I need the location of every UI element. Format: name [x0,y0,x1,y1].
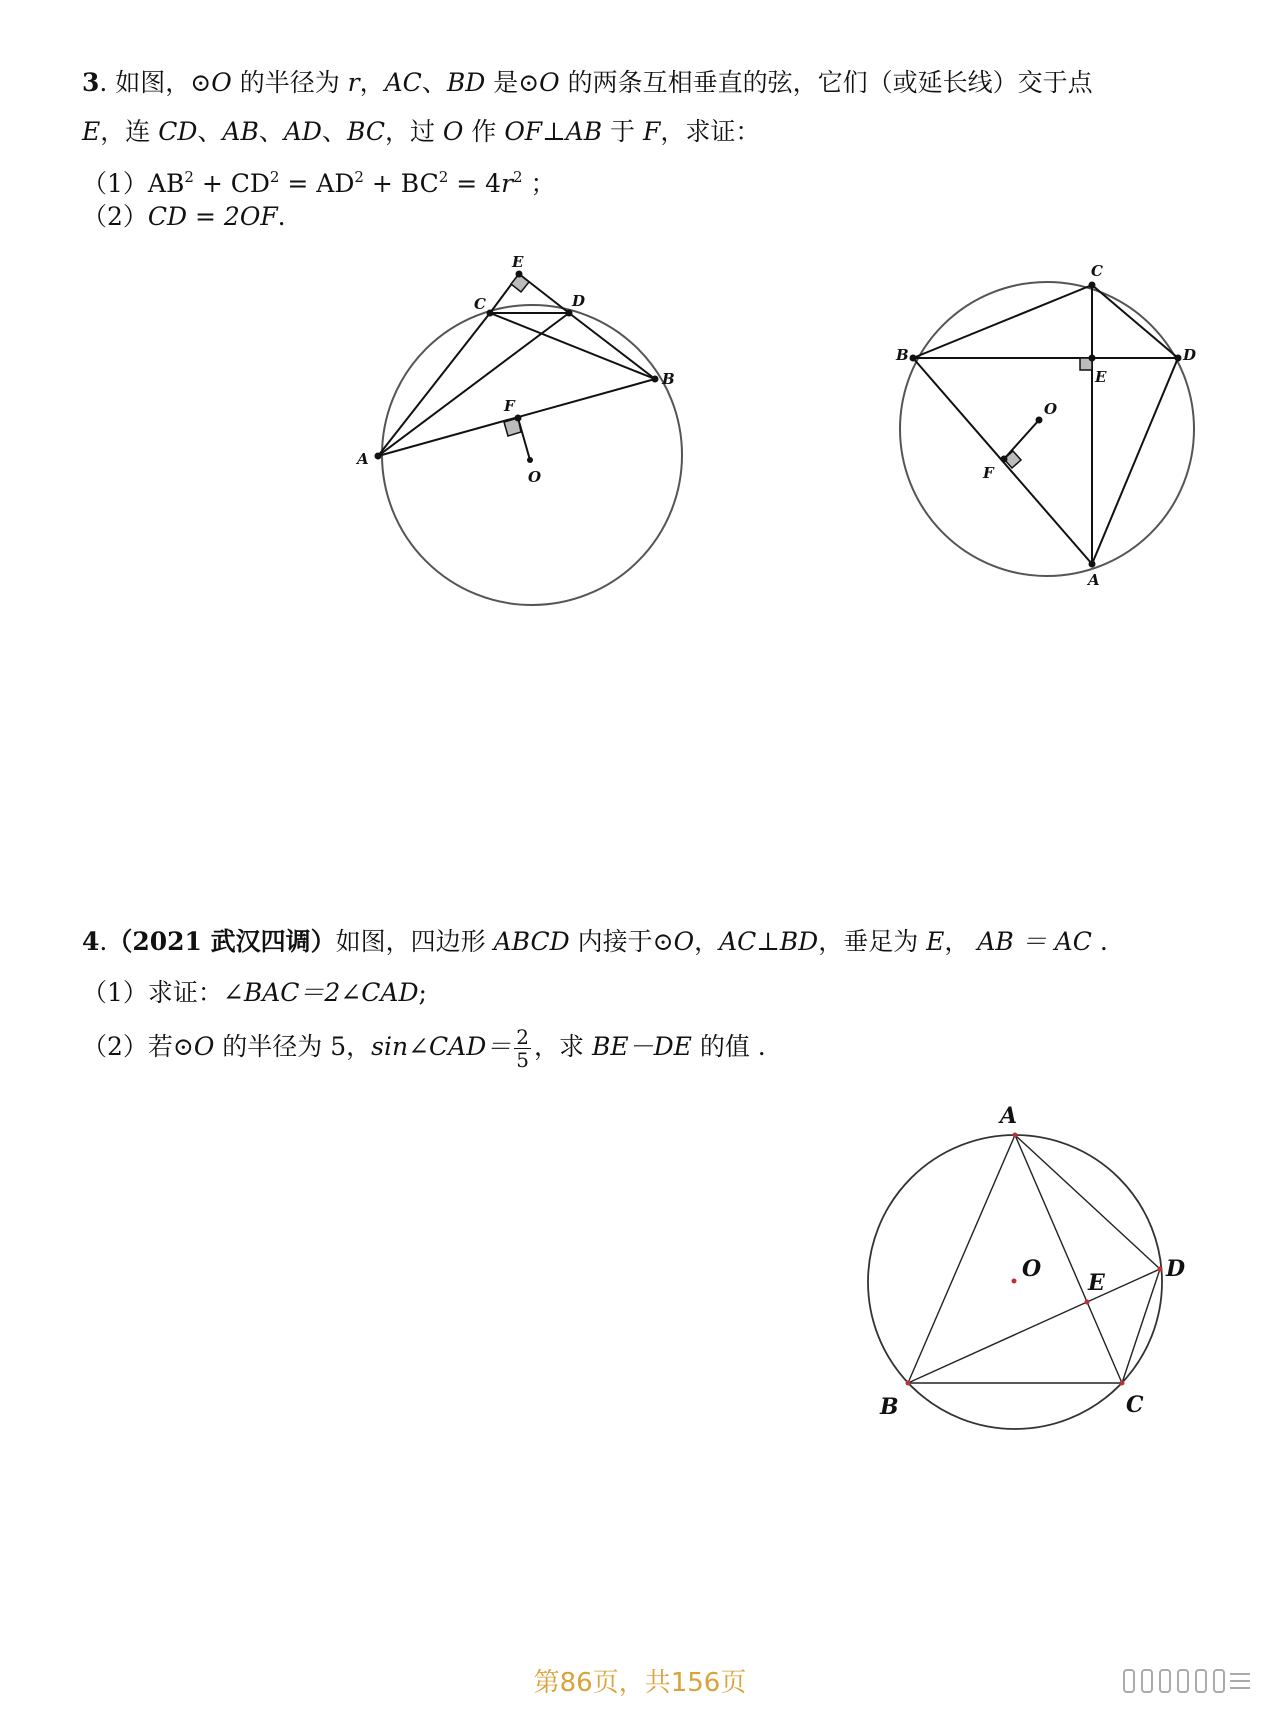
label-B: B [880,1394,899,1420]
label-C: C [1091,262,1103,280]
label-E: E [1088,1270,1105,1296]
label-F: F [504,397,515,415]
q3-figure-1 [357,240,700,620]
page-thumbnail-bars-icon[interactable] [1122,1666,1254,1696]
q4-part-2: （2）若⊙O 的半径为 5，sin∠CAD＝ $\frac{2}{5}$ ，求 BE－DE 的值 . [82,1025,766,1072]
seg-BD [908,1269,1160,1383]
circle-o [382,305,682,605]
label-O: O [1022,1256,1042,1282]
label-A: A [1000,1103,1018,1129]
q4-line-1: 4.（2021 武汉四调）如图，四边形 ABCD 内接于⊙O，AC⊥BD，垂足为 E， AB ＝ AC . [82,927,1108,956]
q3-line-2: E，连 CD、AB、AD、BC，过 O 作 OF⊥AB 于 F，求证： [82,117,761,146]
seg-AB [908,1135,1015,1383]
label-C: C [474,295,486,313]
q3-figure-2 [890,255,1220,595]
seg-CD [1092,285,1178,358]
circle-o [900,282,1197,576]
label-D: D [1183,346,1197,364]
label-E: E [512,253,524,271]
q4-figure [860,1090,1200,1430]
seg-DA [1092,358,1178,564]
label-F: F [983,464,994,482]
fraction-two-fifths: $\frac{2}{5}$ [516,1025,530,1072]
label-A: A [357,450,369,468]
q4-number: 4 [82,927,100,956]
q3-line-1: 3. 如图，⊙O 的半径为 r，AC、BD 是⊙O 的两条互相垂直的弦，它们（或延长线）交于点 [82,68,1093,97]
seg-CD [1122,1269,1160,1383]
seg-BC [913,285,1092,358]
seg-DB [569,313,655,379]
q3-part-2: （2）CD = 2OF. [82,202,286,231]
q4-part-1: （1）求证：∠BAC＝2∠CAD; [82,978,427,1007]
q4-source: （2021 武汉四调） [107,927,336,956]
label-D: D [572,292,586,310]
page-number-footer: 第86页，共156页 [533,1668,747,1698]
label-O: O [528,468,542,486]
label-D: D [1166,1256,1186,1282]
label-B: B [896,346,909,364]
q3-part-1: $(1)AB^2 + CD^2 = AD^2 + BC^2 = 4r^2$ ； [82,168,556,198]
label-O: O [1044,400,1058,418]
label-A: A [1088,571,1100,589]
q3-number: 3 [82,68,100,97]
label-C: C [1126,1392,1144,1418]
label-E: E [1095,368,1107,386]
label-B: B [662,370,675,388]
seg-CB [490,313,655,379]
seg-OF [1004,420,1039,459]
